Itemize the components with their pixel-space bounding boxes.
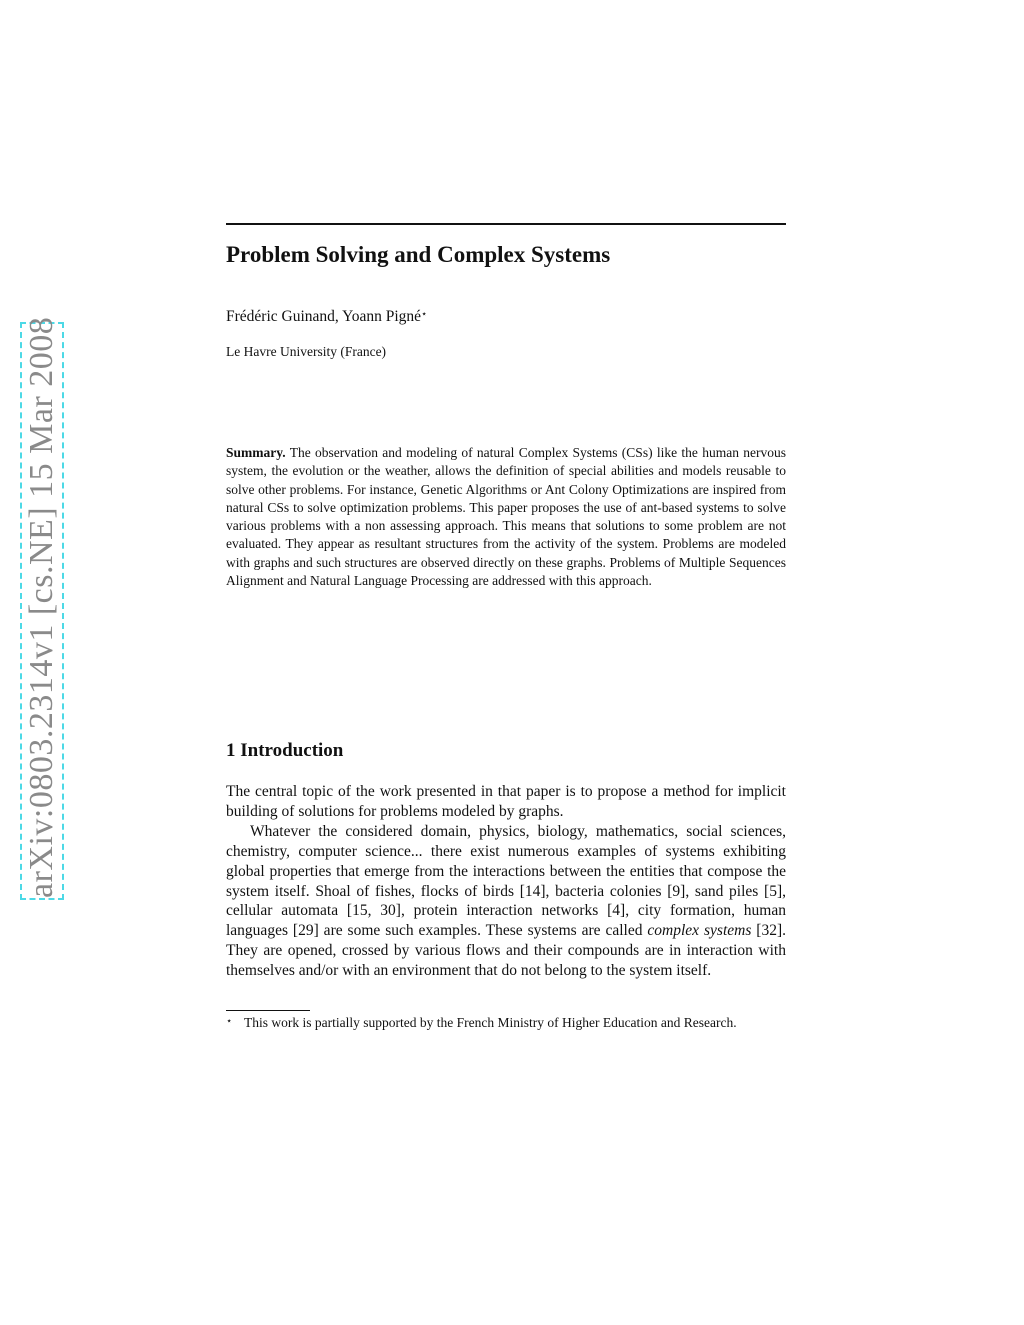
affiliation: Le Havre University (France) [226, 344, 387, 359]
footnote-rule [226, 1010, 310, 1011]
author-line [226, 306, 427, 328]
summary-text: The observation and modeling of natural Complex Systems (CSs) like the human nervous system, the evolution or the weather, allows the definition of special abilities and models reusable to solve other problems. For instance, Genetic Algorithms or Ant Colony Optimizations are inspired from natural CSs to solve optimization problems. This paper proposes the use of ant-based systems to solve various problems with a non assessing approach. This means that solutions to some problem are not evaluated. They appear as resultant structures from the activity of the system. Problems are modeled with graphs and such structures are observed directly on these graphs. Problems of Multiple Sequences Alignment and Natural Language Processing are addressed with this approach. [226, 445, 786, 589]
footnote-text: This work is partially supported by the French Ministry of Higher Education and Research. [244, 1015, 737, 1030]
section-heading-introduction: 1 Introduction [226, 740, 344, 761]
footnote-body [226, 1014, 786, 1033]
paragraph-2-text-after: [32]. They are opened, crossed by various flows and their compounds are in interaction with themselves and/or with an environment that do not belong to the system itself. [226, 922, 786, 980]
arxiv-identifier-stamp: arXiv:0803.2314v1 [cs.NE] 15 Mar 2008 [20, 322, 64, 900]
footnote-mark: ⋆ [226, 1016, 233, 1027]
paragraph-2-text-before: Whatever the considered domain, physics, biology, mathematics, social sciences, chemistry, computer science... there exist numerous examples of systems exhibiting global properties that emerge from the interactions between the entities that compose the system itself. Shoal of fishes, flocks of birds [14], bacteria colonies [9], sand piles [5], cellular automata [15, 30], protein interaction networks [4], city formation, human languages [29] are some such examples. These systems are called [226, 822, 786, 940]
footnote [226, 1014, 786, 1033]
introduction-paragraph-2 [226, 822, 786, 981]
author-footnote-mark: ⋆ [421, 309, 428, 320]
paper-title: Problem Solving and Complex Systems [226, 242, 611, 267]
title-rule [226, 223, 786, 225]
complex-systems-emphasis: complex systems [647, 922, 752, 940]
summary-label: Summary. [226, 445, 286, 460]
introduction-body [226, 782, 786, 981]
introduction-paragraph-1: The central topic of the work presented in that paper is to propose a method for implicit building of solutions for problems modeled by graphs. [226, 783, 786, 820]
summary-abstract [226, 444, 786, 590]
authors: Frédéric Guinand, Yoann Pigné [226, 308, 422, 325]
